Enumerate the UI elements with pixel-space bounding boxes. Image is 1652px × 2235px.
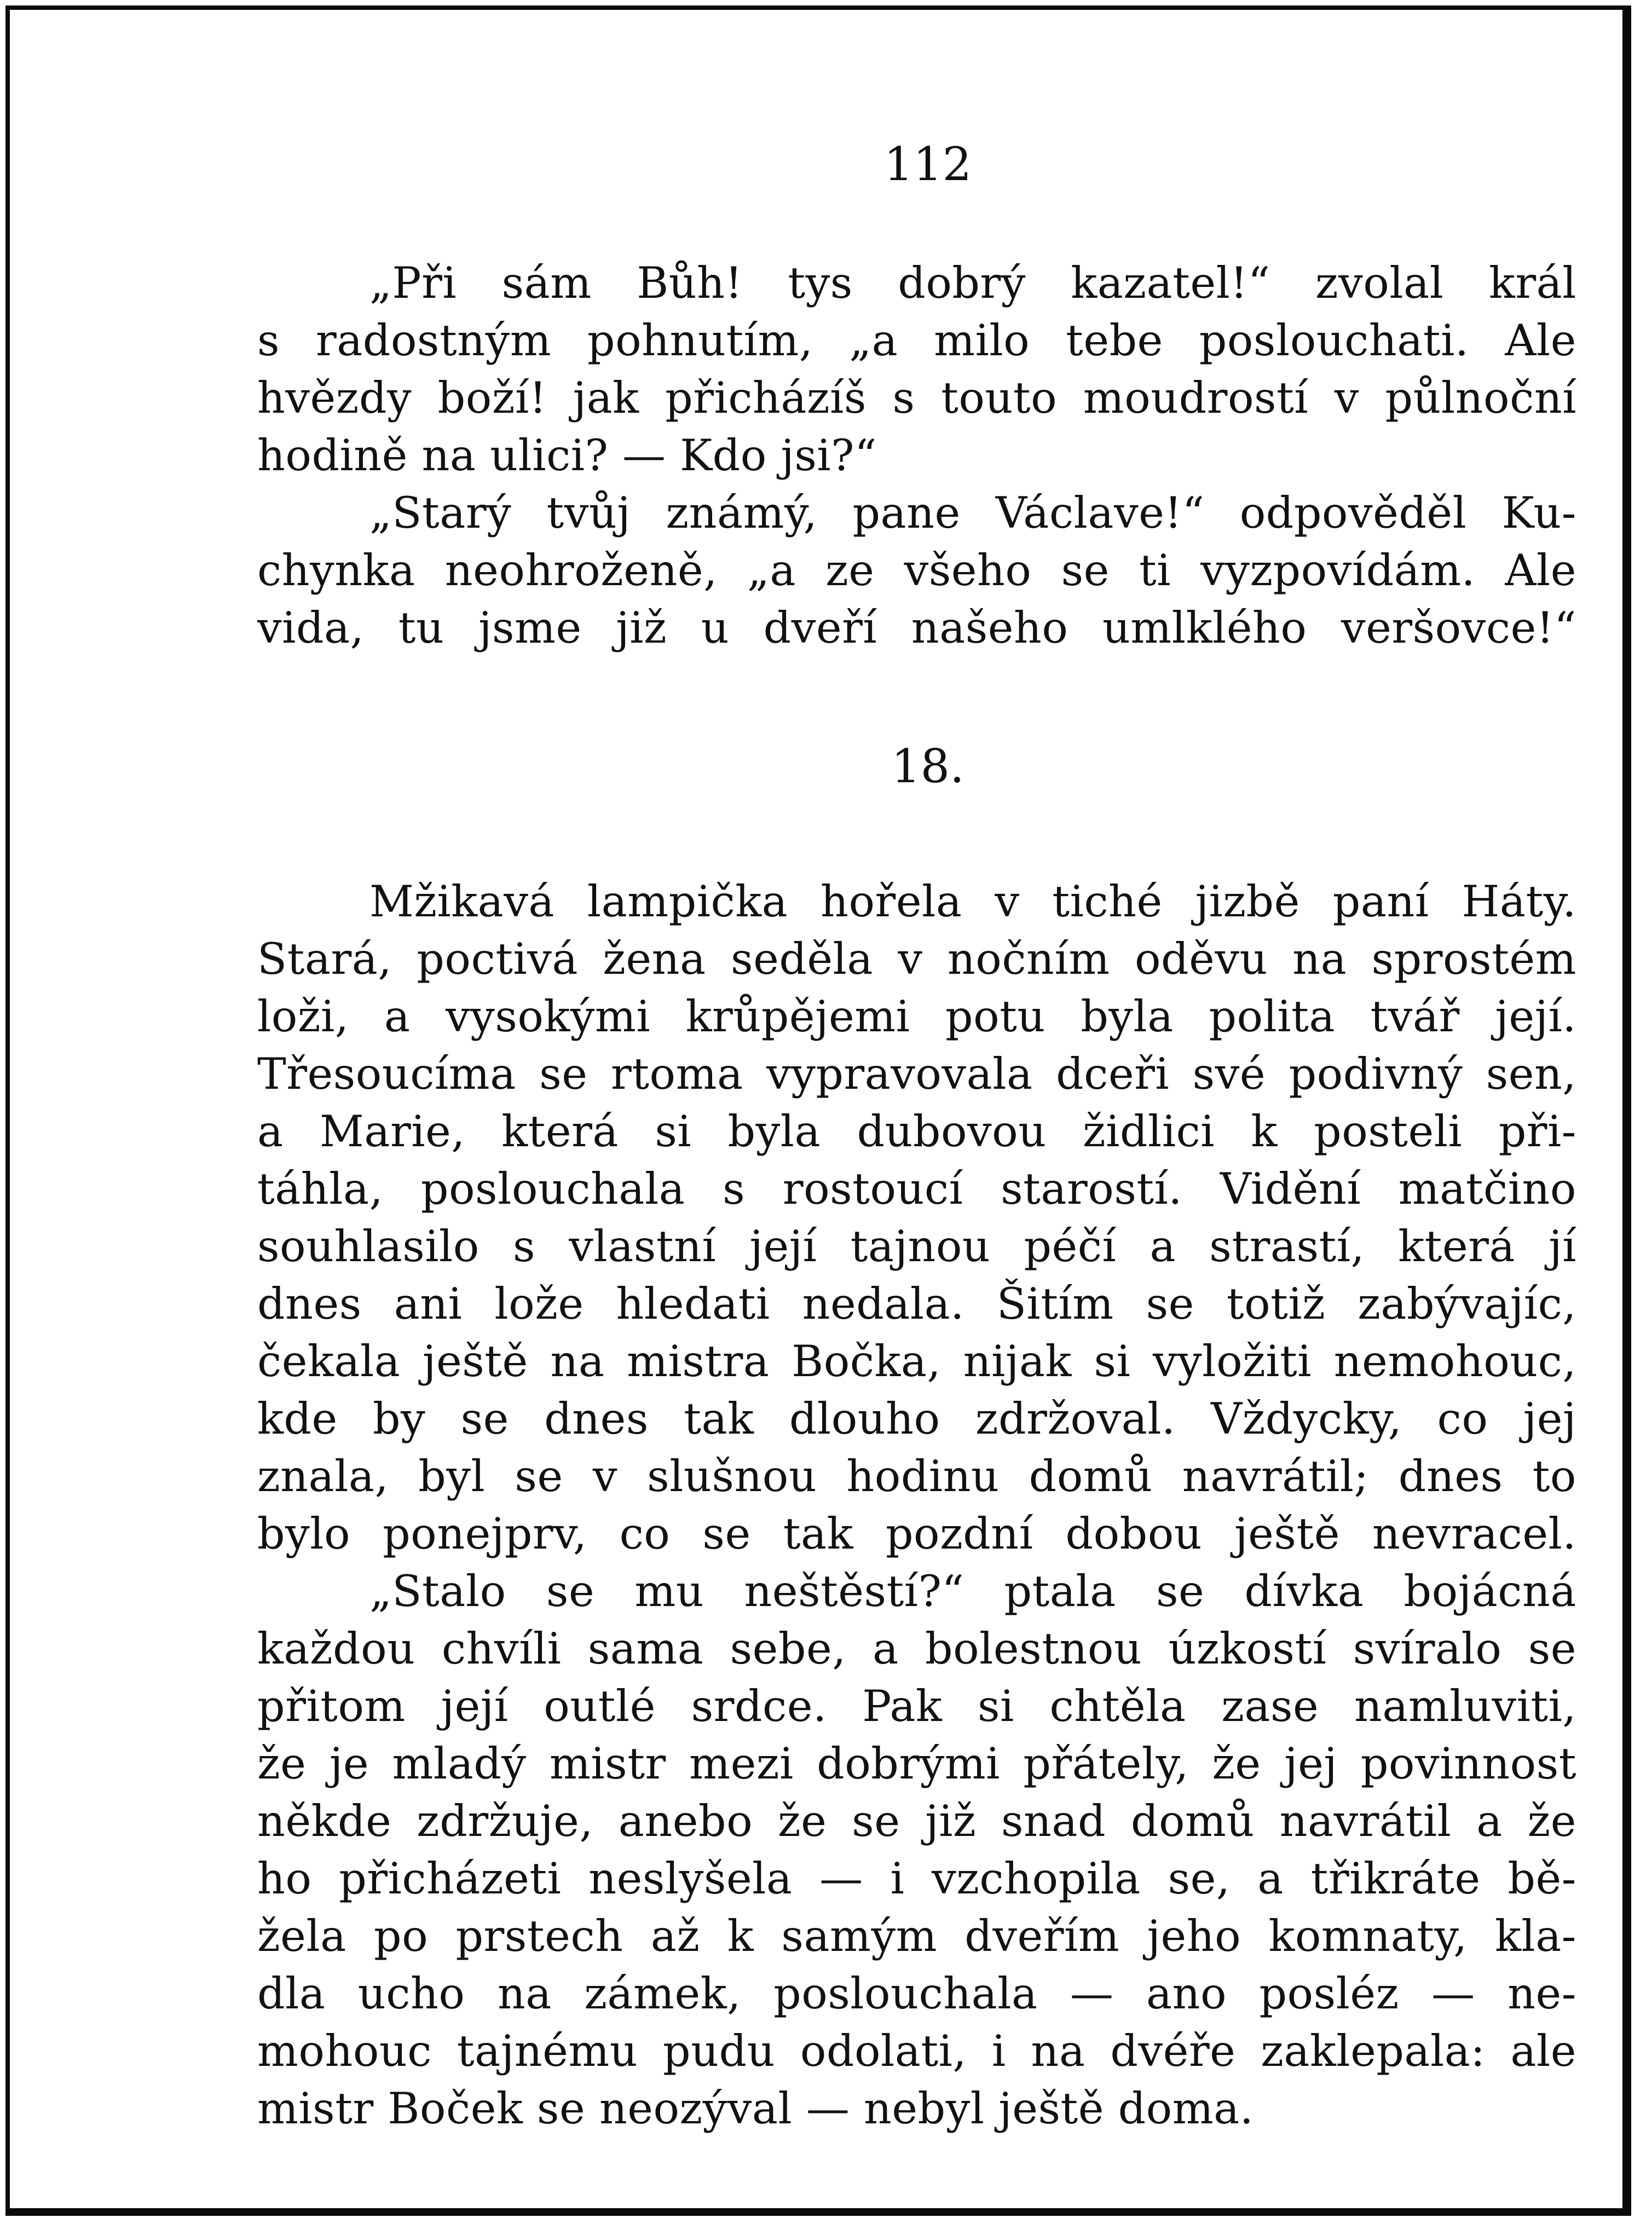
paragraph-3 <box>257 873 1576 1563</box>
text-line: znala, byl se v slušnou hodinu domů navrátil; dnes to <box>257 1451 1576 1501</box>
text-line: mistr Boček se neozýval — nebyl ještě doma. <box>257 2083 1254 2134</box>
text-line: mohouc tajnému pudu odolati, i na dvéře zaklepala: ale <box>257 2026 1576 2076</box>
text-line: Mžikavá lampička hořela v tiché jizbě paní Háty. <box>369 876 1576 927</box>
text-line: souhlasilo s vlastní její tajnou péčí a strastí, která jí <box>257 1221 1576 1272</box>
text-line: a Marie, která si byla dubovou židlici k posteli při- <box>257 1106 1576 1157</box>
text-line: někde zdržuje, anebo že se již snad domů navrátil a že <box>257 1796 1576 1846</box>
text-line: chynka neohroženě, „a ze všeho se ti vyzpovídám. Ale <box>257 545 1576 596</box>
page-text <box>257 137 1576 2138</box>
text-line: s radostným pohnutím, „a milo tebe poslouchati. Ale <box>257 315 1576 366</box>
paragraph-4 <box>257 1563 1576 2138</box>
text-line: že je mladý mistr mezi dobrými přátely, že jej povinnost <box>257 1739 1576 1789</box>
text-line: hvězdy boží! jak přicházíš s touto moudrostí v půlnoční <box>257 373 1576 423</box>
text-line: přitom její outlé srdce. Pak si chtěla zase namluviti, <box>257 1681 1576 1731</box>
text-line: „Stalo se mu neštěstí?“ ptala se dívka bojácná <box>369 1566 1576 1616</box>
text-line: „Starý tvůj známý, pane Václave!“ odpověděl Ku- <box>369 488 1576 538</box>
text-line: Stará, poctivá žena seděla v nočním oděvu na sprostém <box>257 934 1576 984</box>
text-line: bylo ponejprv, co se tak pozdní dobou ještě nevracel. <box>257 1509 1576 1559</box>
text-line: táhla, poslouchala s rostoucí starostí. Vidění matčino <box>257 1164 1576 1214</box>
text-line: čekala ještě na mistra Bočka, nijak si vyložiti nemohouc, <box>257 1336 1576 1387</box>
text-line: „Při sám Bůh! tys dobrý kazatel!“ zvolal král <box>369 258 1576 308</box>
page-number: 112 <box>883 137 972 191</box>
text-line: hodině na ulici? — Kdo jsi?“ <box>257 430 877 481</box>
text-line: loži, a vysokými krůpějemi potu byla polita tvář její. <box>257 991 1576 1042</box>
chapter-number: 18. <box>891 740 964 793</box>
text-line: vida, tu jsme již u dveří našeho umlklého veršovce!“ <box>257 603 1576 653</box>
text-line: dla ucho na zámek, poslouchala — ano posléz — ne- <box>257 1968 1576 2019</box>
text-line: dnes ani lože hledati nedala. Šitím se totiž zabývajíc, <box>257 1279 1576 1329</box>
text-line: žela po prstech až k samým dveřím jeho komnaty, kla- <box>257 1911 1576 1961</box>
text-line: Třesoucíma se rtoma vypravovala dceři své podivný sen, <box>257 1049 1576 1099</box>
paragraph-2 <box>257 484 1576 657</box>
paragraph-1 <box>257 255 1576 484</box>
text-line: každou chvíli sama sebe, a bolestnou úzkostí svíralo se <box>257 1624 1576 1674</box>
text-line: kde by se dnes tak dlouho zdržoval. Vždycky, co jej <box>257 1394 1576 1444</box>
text-line: ho přicházeti neslyšela — i vzchopila se, a třikráte bě- <box>257 1853 1576 1904</box>
